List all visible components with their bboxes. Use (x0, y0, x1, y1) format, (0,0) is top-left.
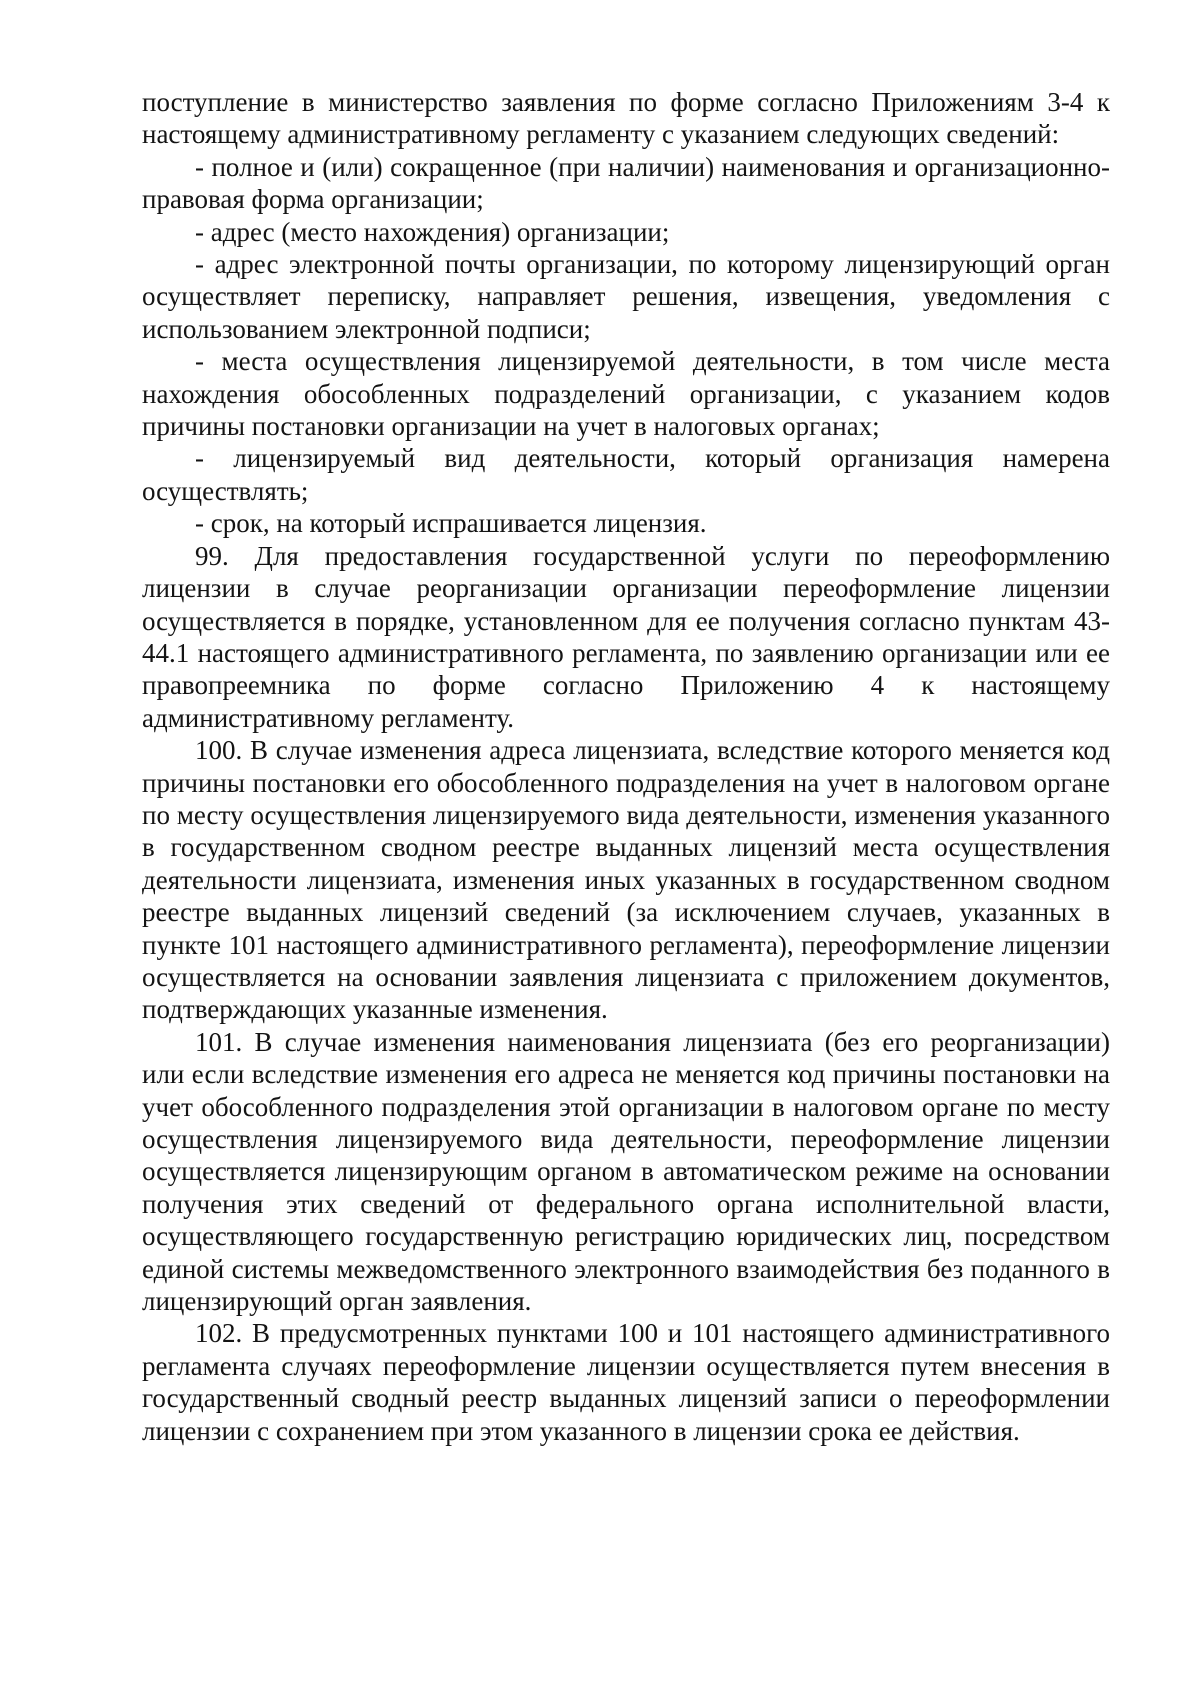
list-item-activity-type: - лицензируемый вид деятельности, который организация намерена осуществлять; (142, 443, 1110, 506)
paragraph-intro: поступление в министерство заявления по форме согласно Приложениям 3-4 к настоящему административному регламенту с указанием следующих сведений: (142, 87, 1110, 150)
paragraph-99: 99. Для предоставления государственной услуги по переоформлению лицензии в случае реорганизации организации переоформление лицензии осуществляется в порядке, установленном для ее получения согласно пунктам 43-44.1 настоящего административного регламента, по заявлению организации или ее правопреемника по форме согласно Приложению 4 к настоящему административному регламенту. (142, 540, 1110, 733)
list-item-activity-places: - места осуществления лицензируемой деятельности, в том числе места нахождения обособленных подразделений организации, с указанием кодов причины постановки организации на учет в налоговых органах; (142, 346, 1110, 442)
paragraph-102: 102. В предусмотренных пунктами 100 и 101 настоящего административного регламента случаях переоформление лицензии осуществляется путем внесения в государственный сводный реестр выданных лицензий записи о переоформлении лицензии с сохранением при этом указанного в лицензии срока ее действия. (142, 1318, 1110, 1446)
paragraph-101: 101. В случае изменения наименования лицензиата (без его реорганизации) или если вследствие изменения его адреса не меняется код причины постановки на учет обособленного подразделения этой организации в налоговом органе по месту осуществления лицензируемого вида деятельности, переоформление лицензии осуществляется лицензирующим органом в автоматическом режиме на основании получения этих сведений от федерального органа исполнительной власти, осуществляющего государственную регистрацию юридических лиц, посредством единой системы межведомственного электронного взаимодействия без поданного в лицензирующий орган заявления. (142, 1026, 1110, 1317)
document-page (142, 86, 1110, 1447)
list-item-organization-address: - адрес (место нахождения) организации; (195, 216, 670, 247)
list-item-organization-name: - полное и (или) сокращенное (при наличии) наименования и организационно-правовая форма организации; (142, 151, 1110, 215)
paragraph-100: 100. В случае изменения адреса лицензиата, вследствие которого меняется код причины постановки его обособленного подразделения на учет в налоговом органе по месту осуществления лицензируемого вида деятельности, изменения указанного в государственном сводном реестре выданных лицензий места осуществления деятельности лицензиата, изменения иных указанных в государственном сводном реестре выданных лицензий сведений (за исключением случаев, указанных в пункте 101 настоящего административного регламента), переоформление лицензии осуществляется на основании заявления лицензиата с приложением документов, подтверждающих указанные изменения. (142, 735, 1110, 1025)
list-item-license-term: - срок, на который испрашивается лицензия. (195, 508, 707, 539)
list-item-email: - адрес электронной почты организации, по которому лицензирующий орган осуществляет переписку, направляет решения, извещения, уведомления с использованием электронной подписи; (142, 249, 1110, 344)
